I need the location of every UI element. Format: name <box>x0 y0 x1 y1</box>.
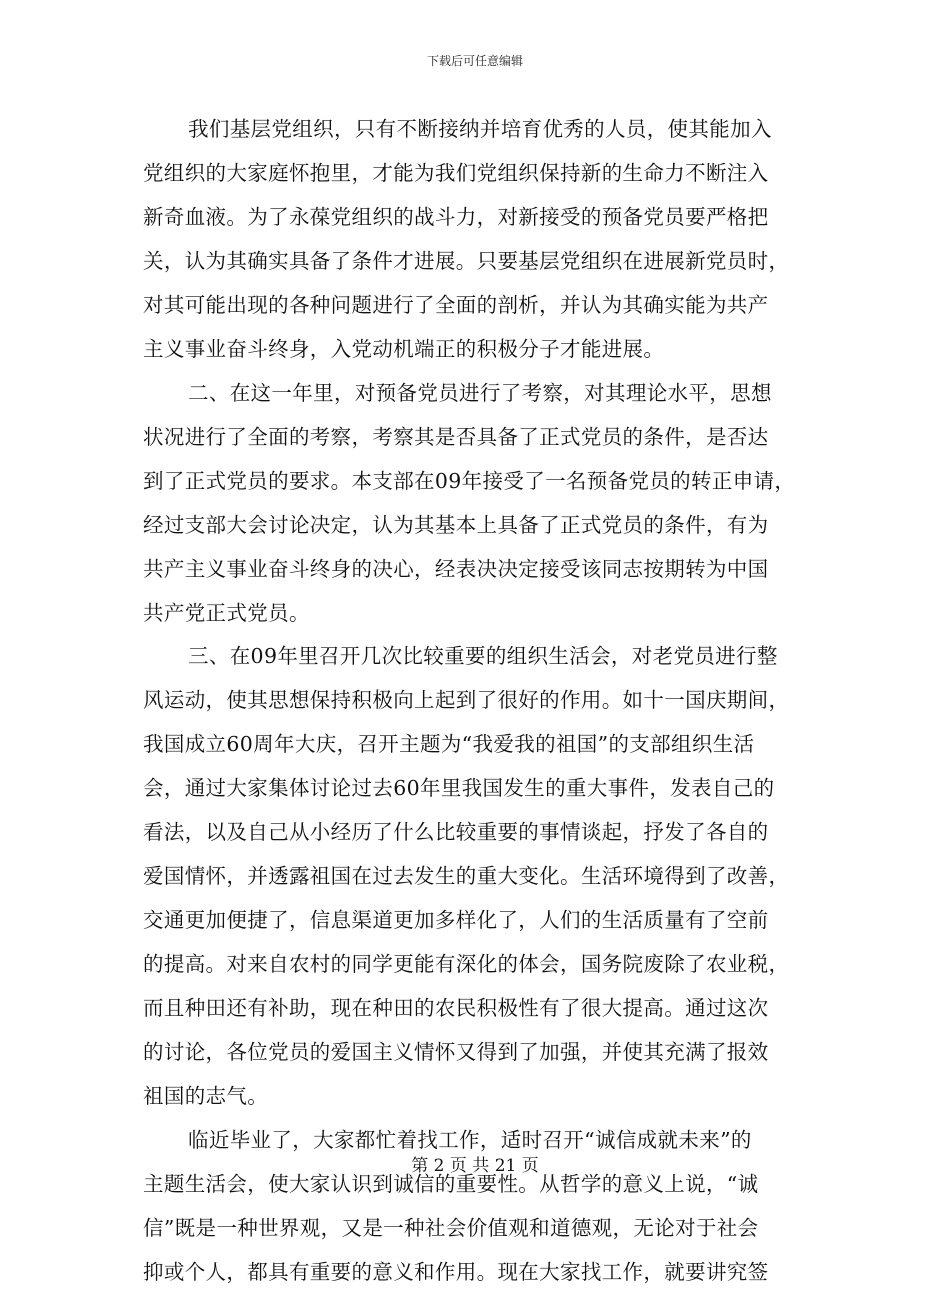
paragraph-3-line-7: 交通更加便捷了，信息渠道更加多样化了，人们的生活质量有了空前 <box>143 908 769 932</box>
paragraph-1-line-5: 对其可能出现的各种问题进行了全面的剖析，并认为其确实能为共产 <box>143 293 769 317</box>
paragraph-2-line-1: 二、在这一年里，对预备党员进行了考察，对其理论水平，思想 <box>188 381 772 405</box>
paragraph-1-line-4: 关，认为其确实具备了条件才进展。只要基层党组织在进展新党员时， <box>143 249 790 273</box>
paragraph-3-line-10: 的讨论，各位党员的爱国主义情怀又得到了加强，并使其充满了报效 <box>143 1040 769 1064</box>
paragraph-2-line-3: 到了正式党员的要求。本支部在09年接受了一名预备党员的转正申请， <box>143 469 796 493</box>
paragraph-3-line-5: 看法，以及自己从小经历了什么比较重要的事情谈起，抒发了各自的 <box>143 820 769 844</box>
paragraph-1-line-3: 新奇血液。为了永葆党组织的战斗力，对新接受的预备党员要严格把 <box>143 205 769 229</box>
paragraph-1-line-2: 党组织的大家庭怀抱里，才能为我们党组织保持新的生命力不断注入 <box>143 161 769 185</box>
paragraph-1-line-6: 主义事业奋斗终身，入党动机端正的积极分子才能进展。 <box>143 337 665 361</box>
paragraph-2-line-5: 共产主义事业奋斗终身的决心，经表决决定接受该同志按期转为中国 <box>143 557 769 581</box>
paragraph-2-line-6: 共产党正式党员。 <box>143 601 310 625</box>
paragraph-2-line-4: 经过支部大会讨论决定，认为其基本上具备了正式党员的条件，有为 <box>143 513 769 537</box>
paragraph-3-line-1: 三、在09年里召开几次比较重要的组织生活会，对老党员进行整 <box>188 644 778 668</box>
paragraph-3-line-8: 的提高。对来自农村的同学更能有深化的体会，国务院废除了农业税， <box>143 952 790 976</box>
paragraph-3-line-4: 会，通过大家集体讨论过去60年里我国发生的重大事件，发表自己的 <box>143 776 775 800</box>
paragraph-3-line-6: 爱国情怀，并透露祖国在过去发生的重大变化。生活环境得到了改善， <box>143 864 790 888</box>
paragraph-4-line-3: 信”既是一种世界观，又是一种社会价值观和道德观，无论对于社会 <box>143 1216 759 1240</box>
paragraph-3-line-2: 风运动，使其思想保持积极向上起到了很好的作用。如十一国庆期间， <box>143 688 790 712</box>
paragraph-4-line-2: 主题生活会，使大家认识到诚信的重要性。从哲学的意义上说，“诚 <box>143 1172 759 1196</box>
page-header: 下载后可任意编辑 <box>426 54 523 68</box>
paragraph-1-line-1: 我们基层党组织，只有不断接纳并培育优秀的人员，使其能加入 <box>188 117 772 141</box>
paragraph-3-line-3: 我国成立60周年大庆，召开主题为“我爱我的祖国”的支部组织生活 <box>143 732 755 756</box>
page-number-footer: 第 2 页 共 21 页 <box>411 1156 539 1176</box>
paragraph-3-line-9: 而且种田还有补助，现在种田的农民积极性有了很大提高。通过这次 <box>143 996 769 1020</box>
paragraph-4-line-4: 抑或个人，都具有重要的意义和作用。现在大家找工作，就要讲究签 <box>143 1260 769 1284</box>
paragraph-4-line-1: 临近毕业了，大家都忙着找工作，适时召开“诚信成就未来”的 <box>188 1128 752 1152</box>
paragraph-2-line-2: 状况进行了全面的考察，考察其是否具备了正式党员的条件，是否达 <box>143 425 769 449</box>
paragraph-3-line-11: 祖国的志气。 <box>143 1084 269 1108</box>
